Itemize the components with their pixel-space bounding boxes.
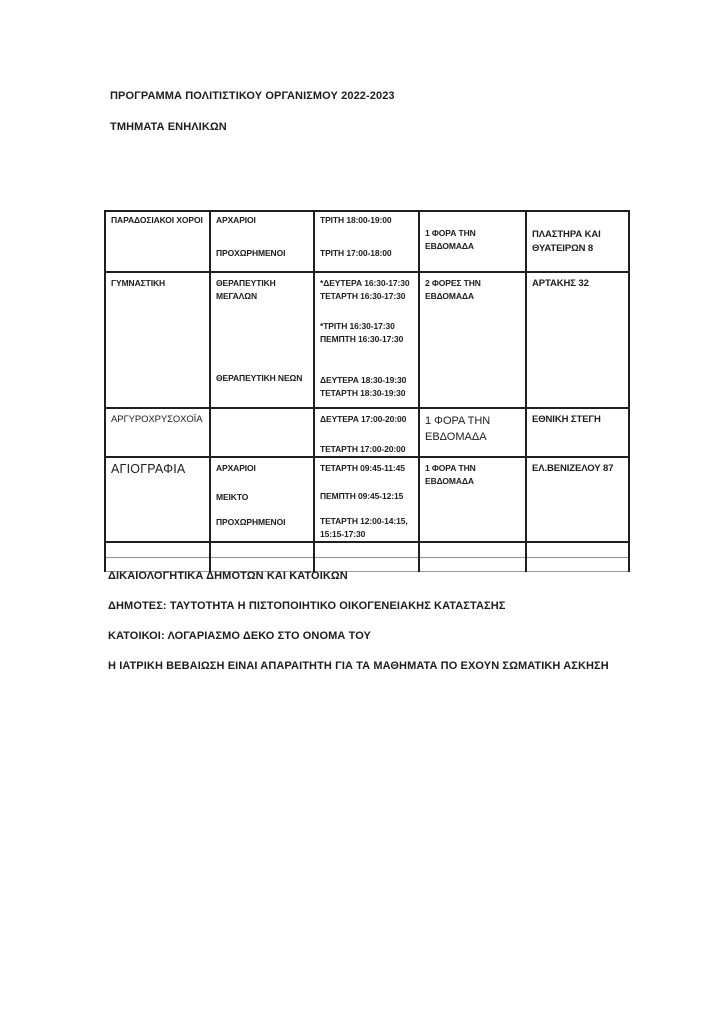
cell-levels (210, 457, 314, 542)
cell-frequency (419, 457, 526, 542)
activity-label: ΠΑΡΑΔΟΣΙΑΚΟΙ ΧΟΡΟΙ (111, 215, 203, 225)
location-label: ΕΛ.ΒΕΝΙΖΕΛΟΥ 87 (532, 463, 614, 474)
empty-cell (526, 542, 629, 557)
location-label: ΠΛΑΣΤΗΡΑ ΚΑΙ ΘΥΑΤΕΙΡΩΝ 8 (532, 229, 601, 254)
time-slot: ΠΕΜΠΤΗ 09:45-12:15 (320, 491, 404, 501)
cell-times (314, 457, 419, 542)
time-slot: ΔΕΥΤΕΡΑ 18:30-19:30 (320, 375, 407, 385)
cell-activity (105, 211, 210, 272)
level-label: ΘΕΡΑΠΕΥΤΙΚΗ ΜΕΓΑΛΩΝ (216, 278, 276, 301)
time-slot: ΔΕΥΤΕΡΑ 17:00-20:00 (320, 414, 407, 424)
time-slot: ΠΕΜΠΤΗ 16:30-17:30 (320, 334, 404, 344)
time-slot: ΤΕΤΑΡΤΗ 16:30-17:30 (320, 291, 406, 301)
frequency-label: 2 ΦΟΡΕΣ ΤΗΝ ΕΒΔΟΜΑΔΑ (425, 278, 481, 301)
level-label: ΜΕΙΚΤΟ (216, 492, 249, 502)
level-label: ΑΡΧΑΡΙΟΙ (216, 463, 256, 473)
level-label: ΘΕΡΑΠΕΥΤΙΚΗ ΝΕΩΝ (216, 373, 303, 383)
page-subtitle: ΤΜΗΜΑΤΑ ΕΝΗΛΙΚΩΝ (110, 121, 227, 133)
time-slot: *ΔΕΥΤΕΡΑ 16:30-17:30 (320, 278, 410, 288)
note-documents-heading: ΔΙΚΑΙΟΛΟΓΗΤΙΚΑ ΔΗΜΟΤΩΝ ΚΑΙ ΚΑΤΟΙΚΩΝ (108, 570, 348, 582)
time-slot: ΤΡΙΤΗ 18:00-19:00 (320, 215, 392, 225)
frequency-label: 1 ΦΟΡΑ ΤΗΝ ΕΒΔΟΜΑΔΑ (425, 463, 476, 486)
table-row-traditional-dances (105, 211, 629, 272)
level-label: ΑΡΧΑΡΙΟΙ (216, 215, 256, 225)
cell-location (526, 457, 629, 542)
time-slot: ΤΡΙΤΗ 17:00-18:00 (320, 248, 392, 258)
empty-cell (105, 557, 210, 571)
location-label: ΑΡΤΑΚΗΣ 32 (532, 278, 589, 289)
location-label: ΕΘΝΙΚΗ ΣΤΕΓΗ (532, 414, 601, 425)
table-row-silversmithing (105, 408, 629, 457)
time-slot: ΤΕΤΑΡΤΗ 17:00-20:00 (320, 444, 406, 454)
table-row-empty (105, 542, 629, 557)
level-label: ΠΡΟΧΩΡΗΜΕΝΟΙ (216, 517, 286, 527)
cell-levels (210, 272, 314, 408)
empty-cell (105, 542, 210, 557)
frequency-label: 1 ΦΟΡΑ ΤΗΝ ΕΒΔΟΜΑΔΑ (425, 415, 491, 443)
cell-levels (210, 408, 314, 457)
cell-frequency (419, 408, 526, 457)
cell-times (314, 211, 419, 272)
level-label: ΠΡΟΧΩΡΗΜΕΝΟΙ (216, 248, 286, 258)
note-medical-certificate: Η ΙΑΤΡΙΚΗ ΒΕΒΑΙΩΣΗ ΕΙΝΑΙ ΑΠΑΡΑΙΤΗΤΗ ΓΙΑ ΤΑ ΜΑΘΗΜΑΤΑ ΠΟ ΕΧΟΥΝ ΣΩΜΑΤΙΚΗ ΑΣΚΗΣΗ (108, 660, 609, 672)
table-row-gymnastics (105, 272, 629, 408)
time-slot: *ΤΡΙΤΗ 16:30-17:30 (320, 321, 395, 331)
time-slot: ΤΕΤΑΡΤΗ 09:45-11:45 (320, 463, 405, 473)
frequency-label: 1 ΦΟΡΑ ΤΗΝ ΕΒΔΟΜΑΔΑ (425, 228, 476, 251)
table-row-iconography (105, 457, 629, 542)
note-residents: ΚΑΤΟΙΚΟΙ: ΛΟΓΑΡΙΑΣΜΟ ΔΕΚΟ ΣΤΟ ΟΝΟΜΑ ΤΟΥ (108, 630, 371, 642)
cell-frequency (419, 272, 526, 408)
cell-activity (105, 457, 210, 542)
cell-times (314, 408, 419, 457)
note-citizens: ΔΗΜΟΤΕΣ: ΤΑΥΤΟΤΗΤΑ Η ΠΙΣΤΟΠΟΙΗΤΙΚΟ ΟΙΚΟΓΕΝΕΙΑΚΗΣ ΚΑΤΑΣΤΑΣΗΣ (108, 600, 506, 612)
empty-cell (526, 557, 629, 571)
empty-cell (210, 542, 314, 557)
cell-location (526, 272, 629, 408)
activity-label: ΑΡΓΥΡΟΧΡΥΣΟΧΟΪΑ (111, 414, 203, 425)
schedule-table (104, 210, 630, 572)
table-row-empty (105, 557, 629, 571)
notes-section (108, 570, 609, 690)
activity-label: ΑΓΙΟΓΡΑΦΙΑ (111, 462, 186, 476)
empty-cell (210, 557, 314, 571)
time-slot: ΤΕΤΑΡΤΗ 12:00-14:15, 15:15-17:30 (320, 516, 408, 539)
cell-activity (105, 272, 210, 408)
empty-cell (419, 557, 526, 571)
activity-label: ΓΥΜΝΑΣΤΙΚΗ (111, 278, 166, 288)
cell-activity (105, 408, 210, 457)
cell-location (526, 408, 629, 457)
cell-levels (210, 211, 314, 272)
cell-location (526, 211, 629, 272)
time-slot: ΤΕΤΑΡΤΗ 18:30-19:30 (320, 388, 406, 398)
empty-cell (314, 557, 419, 571)
page-title: ΠΡΟΓΡΑΜΜΑ ΠΟΛΙΤΙΣΤΙΚΟΥ ΟΡΓΑΝΙΣΜΟΥ 2022-2023 (110, 90, 395, 102)
cell-times (314, 272, 419, 408)
cell-frequency (419, 211, 526, 272)
empty-cell (314, 542, 419, 557)
empty-cell (419, 542, 526, 557)
